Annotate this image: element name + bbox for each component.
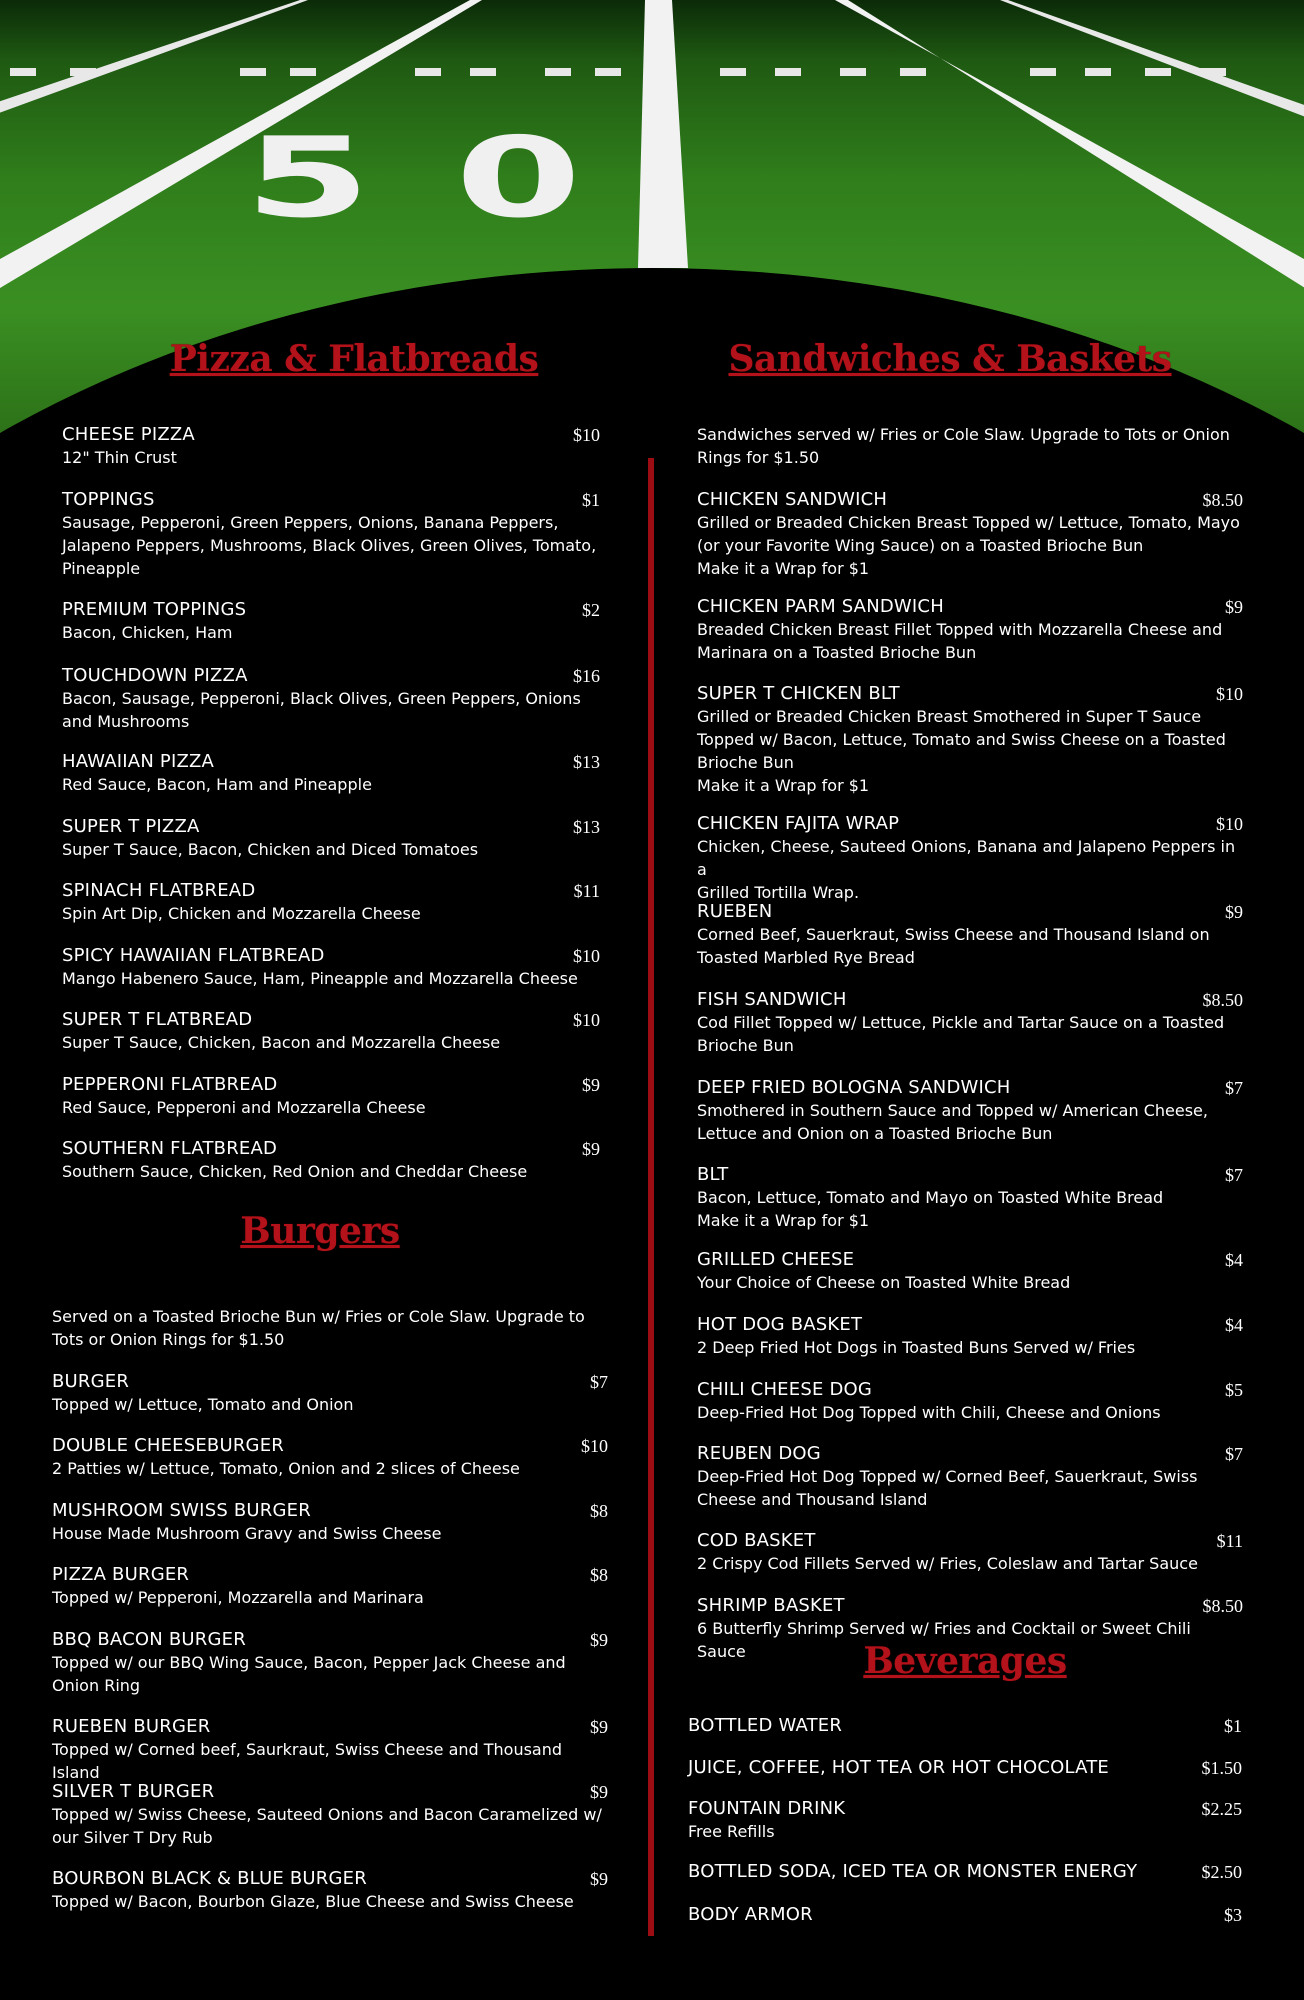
menu-item-description: Cod Fillet Topped w/ Lettuce, Pickle and Tartar Sauce on a Toasted [697, 1013, 1225, 1032]
menu-item-description: Marinara on a Toasted Brioche Bun [697, 643, 977, 662]
menu-item-price: $8 [590, 1565, 608, 1585]
menu-item-price: $8 [590, 1501, 608, 1521]
column-divider [648, 458, 654, 1936]
menu-item-price: $9 [582, 1075, 600, 1095]
menu-item [697, 988, 1243, 1057]
menu-item-name: GRILLED CHEESE [697, 1249, 855, 1270]
menu-item-price: $11 [573, 881, 600, 901]
menu-item-name: MUSHROOM SWISS BURGER [52, 1500, 311, 1521]
menu-item-price: $16 [573, 666, 600, 686]
menu-item-price: $8.50 [1202, 1596, 1243, 1616]
menu-item-description: Super T Sauce, Chicken, Bacon and Mozzarella Cheese [62, 1033, 501, 1052]
menu-item-description: Deep-Fried Hot Dog Topped w/ Corned Beef, Sauerkraut, Swiss [697, 1467, 1198, 1486]
menu-item-description: Breaded Chicken Breast Fillet Topped with Mozzarella Cheese and [697, 620, 1223, 639]
menu-item-price: $5 [1225, 1380, 1243, 1400]
yard-line-far-left [0, 0, 308, 120]
menu-item-price: $2.25 [1201, 1799, 1242, 1819]
yard-number: 50 [244, 113, 666, 243]
menu-item-name: FISH SANDWICH [697, 989, 847, 1010]
burgers-intro-line: Tots or Onion Rings for $1.50 [52, 1330, 285, 1349]
menu-item-description: Spin Art Dip, Chicken and Mozzarella Cheese [62, 904, 421, 923]
menu-item-price: $1 [1224, 1716, 1242, 1736]
menu-item-name: BOTTLED WATER [688, 1715, 843, 1736]
menu-item-description: Grilled or Breaded Chicken Breast Smothered in Super T Sauce [697, 707, 1202, 726]
menu-item-name: CHEESE PIZZA [62, 424, 195, 445]
menu-item [688, 1714, 1242, 1737]
sandwiches-intro-line: Sandwiches served w/ Fries or Cole Slaw. Upgrade to Tots or Onion [697, 425, 1230, 444]
menu-item-price: $10 [581, 1436, 608, 1456]
menu-item-price: $1 [582, 490, 600, 510]
menu-item-description: Topped w/ Lettuce, Tomato and Onion [52, 1395, 354, 1414]
menu-item-price: $9 [590, 1869, 608, 1889]
menu-item-name: SPINACH FLATBREAD [62, 880, 256, 901]
pizza-section-title: Pizza & Flatbreads [169, 338, 539, 380]
menu-item-name: DOUBLE CHEESEBURGER [52, 1435, 284, 1456]
menu-item-price: $4 [1225, 1250, 1243, 1270]
menu-item-description: and Mushrooms [62, 712, 190, 731]
menu-item-price: $7 [1225, 1078, 1243, 1098]
menu-item [52, 1628, 608, 1697]
burgers-intro-line: Served on a Toasted Brioche Bun w/ Fries or Cole Slaw. Upgrade to [52, 1307, 585, 1326]
menu-item-description: Make it a Wrap for $1 [697, 1211, 870, 1230]
menu-item-price: $13 [573, 817, 600, 837]
menu-item-description: Smothered in Southern Sauce and Topped w/ American Cheese, [697, 1101, 1208, 1120]
menu-item [52, 1563, 608, 1609]
menu-item-price: $9 [582, 1139, 600, 1159]
menu-item-description: Topped w/ our BBQ Wing Sauce, Bacon, Pepper Jack Cheese and [52, 1653, 566, 1672]
menu-item-price: $10 [573, 946, 600, 966]
menu-item-name: SHRIMP BASKET [697, 1595, 845, 1616]
menu-item-description: 2 Deep Fried Hot Dogs in Toasted Buns Served w/ Fries [697, 1338, 1136, 1357]
menu-item-name: SPICY HAWAIIAN FLATBREAD [62, 945, 325, 966]
menu-item [62, 750, 600, 796]
menu-item-description: Southern Sauce, Chicken, Red Onion and Cheddar Cheese [62, 1162, 528, 1181]
sandwiches-section-title: Sandwiches & Baskets [728, 338, 1172, 380]
menu-item-price: $9 [590, 1782, 608, 1802]
menu-item [697, 1076, 1243, 1145]
menu-item [52, 1780, 608, 1849]
menu-item [688, 1860, 1242, 1883]
menu-item-name: SUPER T CHICKEN BLT [697, 683, 900, 704]
menu-item [62, 488, 600, 580]
menu-item-description: Mango Habenero Sauce, Ham, Pineapple and Mozzarella Cheese [62, 969, 578, 988]
menu-item-name: JUICE, COFFEE, HOT TEA OR HOT CHOCOLATE [688, 1757, 1109, 1778]
menu-item-price: $11 [1216, 1531, 1243, 1551]
menu-item [62, 1137, 600, 1183]
sandwiches-intro [697, 423, 1257, 469]
menu-item-description: Jalapeno Peppers, Mushrooms, Black Olives, Green Olives, Tomato, [62, 536, 597, 555]
menu-item-description: Red Sauce, Bacon, Ham and Pineapple [62, 775, 372, 794]
menu-item-name: CHICKEN SANDWICH [697, 489, 888, 510]
menu-item-name: TOUCHDOWN PIZZA [62, 665, 248, 686]
menu-item-description: Topped w/ Bacon, Lettuce, Tomato and Swiss Cheese on a Toasted [697, 730, 1226, 749]
menu-item-description: Deep-Fried Hot Dog Topped with Chili, Cheese and Onions [697, 1403, 1161, 1422]
menu-item-name: COD BASKET [697, 1530, 816, 1551]
menu-item [62, 944, 600, 990]
menu-item-name: FOUNTAIN DRINK [688, 1798, 846, 1819]
menu-item-price: $7 [590, 1372, 608, 1392]
menu-item-name: PREMIUM TOPPINGS [62, 599, 247, 620]
menu-item-price: $9 [1225, 597, 1243, 617]
menu-item-description: Onion Ring [52, 1676, 141, 1695]
menu-item-price: $8.50 [1202, 990, 1243, 1010]
menu-item [697, 812, 1243, 904]
menu-item-price: $10 [1216, 814, 1243, 834]
burgers-intro [52, 1305, 602, 1351]
menu-item-name: RUEBEN BURGER [52, 1716, 211, 1737]
menu-item-description: Brioche Bun [697, 1036, 794, 1055]
menu-item-description: Topped w/ Pepperoni, Mozzarella and Marinara [52, 1588, 424, 1607]
menu-item-price: $10 [573, 1010, 600, 1030]
menu-item [688, 1756, 1242, 1779]
menu-item [52, 1499, 608, 1545]
menu-item [697, 682, 1243, 797]
beverages-section-title: Beverages [863, 1640, 1067, 1682]
menu-item [62, 423, 600, 469]
menu-item [52, 1715, 608, 1784]
menu-item-description: Topped w/ Corned beef, Saurkraut, Swiss Cheese and Thousand Island [52, 1740, 563, 1782]
menu-item-description: Red Sauce, Pepperoni and Mozzarella Cheese [62, 1098, 426, 1117]
menu-item-description: Grilled or Breaded Chicken Breast Topped w/ Lettuce, Tomato, Mayo [697, 513, 1240, 532]
menu-item-name: BURGER [52, 1371, 130, 1392]
menu-item [52, 1370, 608, 1416]
menu-item-name: SILVER T BURGER [52, 1781, 215, 1802]
menu-item-description: Bacon, Lettuce, Tomato and Mayo on Toasted White Bread [697, 1188, 1164, 1207]
menu-item-description: 2 Crispy Cod Fillets Served w/ Fries, Coleslaw and Tartar Sauce [697, 1554, 1198, 1573]
menu-item-description: Free Refills [688, 1822, 775, 1841]
menu-item-name: CHILI CHEESE DOG [697, 1379, 873, 1400]
menu-item-description: Sausage, Pepperoni, Green Peppers, Onions, Banana Peppers, [62, 513, 559, 532]
menu-item [62, 598, 600, 644]
menu-item-name: HOT DOG BASKET [697, 1314, 863, 1335]
menu-item-name: PEPPERONI FLATBREAD [62, 1074, 278, 1095]
menu-item [697, 595, 1243, 664]
yard-line-right [835, 0, 1304, 300]
menu-item-name: HAWAIIAN PIZZA [62, 751, 215, 772]
menu-item-name: REUBEN DOG [697, 1443, 821, 1464]
menu-item-price: $4 [1225, 1315, 1243, 1335]
menu-item-price: $7 [1225, 1444, 1243, 1464]
menu-item-description: Make it a Wrap for $1 [697, 776, 870, 795]
menu-item [697, 1313, 1243, 1359]
menu-item-description: Super T Sauce, Bacon, Chicken and Diced Tomatoes [62, 840, 479, 859]
menu-item [52, 1867, 608, 1913]
burgers-section-title: Burgers [240, 1210, 400, 1252]
menu-item-price: $8.50 [1202, 490, 1243, 510]
menu-item-description: Your Choice of Cheese on Toasted White Bread [697, 1273, 1071, 1292]
menu-item-price: $9 [590, 1630, 608, 1650]
menu-item [697, 1248, 1243, 1294]
menu-item [688, 1797, 1242, 1843]
menu-item-name: TOPPINGS [62, 489, 155, 510]
menu-item [62, 815, 600, 861]
menu-item [688, 1903, 1242, 1926]
menu-item-description: 6 Butterfly Shrimp Served w/ Fries and Cocktail or Sweet Chili Sauce [697, 1619, 1191, 1661]
menu-item [697, 1529, 1243, 1575]
menu-item [62, 664, 600, 733]
menu-item-description: Bacon, Chicken, Ham [62, 623, 233, 642]
menu-item-description: 12" Thin Crust [62, 448, 177, 467]
menu-item-description: House Made Mushroom Gravy and Swiss Cheese [52, 1524, 442, 1543]
menu-item-name: PIZZA BURGER [52, 1564, 190, 1585]
menu-item-description: Make it a Wrap for $1 [697, 559, 870, 578]
menu-item-name: SUPER T PIZZA [62, 816, 200, 837]
menu-item-price: $7 [1225, 1165, 1243, 1185]
menu-item [52, 1434, 608, 1480]
menu-item-name: BOTTLED SODA, ICED TEA OR MONSTER ENERGY [688, 1861, 1138, 1882]
menu-item-name: DEEP FRIED BOLOGNA SANDWICH [697, 1077, 1011, 1098]
menu-item-name: SUPER T FLATBREAD [62, 1009, 253, 1030]
menu-item-description: Corned Beef, Sauerkraut, Swiss Cheese and Thousand Island on [697, 925, 1210, 944]
menu-item [697, 1163, 1243, 1232]
menu-item [697, 900, 1243, 969]
menu-item [697, 1378, 1243, 1424]
menu-item-name: BBQ BACON BURGER [52, 1629, 246, 1650]
menu-item-name: SOUTHERN FLATBREAD [62, 1138, 278, 1159]
menu-item-price: $10 [573, 425, 600, 445]
menu-item-description: 2 Patties w/ Lettuce, Tomato, Onion and 2 slices of Cheese [52, 1459, 520, 1478]
yard-line-far-right [1000, 0, 1304, 124]
menu-item-description: Bacon, Sausage, Pepperoni, Black Olives, Green Peppers, Onions [62, 689, 581, 708]
menu-item [697, 488, 1243, 580]
menu-item-description: Topped w/ Swiss Cheese, Sauteed Onions and Bacon Caramelized w/ [52, 1805, 602, 1824]
menu-item-price: $2.50 [1201, 1862, 1242, 1882]
menu-item-name: BOURBON BLACK & BLUE BURGER [52, 1868, 367, 1889]
menu-item-description: Topped w/ Bacon, Bourbon Glaze, Blue Cheese and Swiss Cheese [52, 1892, 574, 1911]
menu-item-description: our Silver T Dry Rub [52, 1828, 213, 1847]
menu-item-description: Cheese and Thousand Island [697, 1490, 928, 1509]
menu-item-name: CHICKEN PARM SANDWICH [697, 596, 944, 617]
menu-item-price: $9 [590, 1717, 608, 1737]
menu-item-description: Grilled Tortilla Wrap. [697, 883, 860, 902]
menu-item-description: Brioche Bun [697, 753, 794, 772]
menu-item-price: $13 [573, 752, 600, 772]
menu-item-description: (or your Favorite Wing Sauce) on a Toasted Brioche Bun [697, 536, 1144, 555]
sandwiches-intro-line: Rings for $1.50 [697, 448, 820, 467]
menu-item-price: $3 [1224, 1905, 1242, 1925]
menu-item-description: Pineapple [62, 559, 141, 578]
menu-item-price: $1.50 [1201, 1758, 1242, 1778]
menu-item-name: BLT [697, 1164, 729, 1185]
menu-item-description: Chicken, Cheese, Sauteed Onions, Banana and Jalapeno Peppers in a [697, 837, 1236, 879]
menu-item [62, 1008, 600, 1054]
menu-item-description: Lettuce and Onion on a Toasted Brioche Bun [697, 1124, 1053, 1143]
menu-item-price: $9 [1225, 902, 1243, 922]
menu-item-name: RUEBEN [697, 901, 773, 922]
menu-item [697, 1442, 1243, 1511]
menu-item-price: $2 [582, 600, 600, 620]
menu-item-price: $10 [1216, 684, 1243, 704]
hash-marks [10, 68, 1226, 76]
menu-item-description: Toasted Marbled Rye Bread [697, 948, 915, 967]
menu-item-name: CHICKEN FAJITA WRAP [697, 813, 900, 834]
menu-item-name: BODY ARMOR [688, 1904, 813, 1925]
menu-item [62, 879, 600, 925]
menu-item [62, 1073, 600, 1119]
